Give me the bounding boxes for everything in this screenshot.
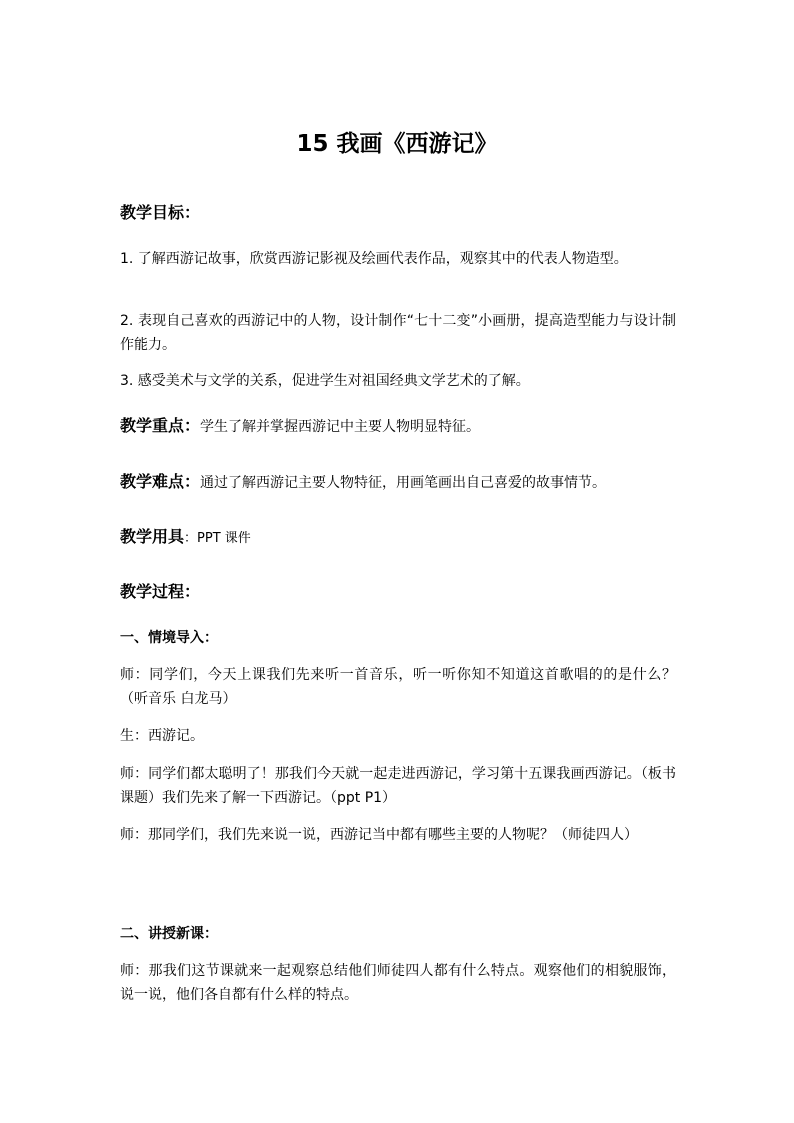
section1-para-3: 师：同学们都太聪明了！那我们今天就一起走进西游记，学习第十五课我画西游记。（板书课题）我们先来了解一下西游记。（ppt P1） [120,766,676,806]
key-point-text: 学生了解并掌握西游记中主要人物明显特征。 [200,419,481,435]
tools-text: ：PPT 课件 [184,531,251,546]
key-point-line [120,414,480,439]
goals-heading: 教学目标： [120,203,201,222]
difficulty-text: 通过了解西游记主要人物特征，用画笔画出自己喜爱的故事情节。 [200,475,607,491]
section1-para-2: 生：西游记。 [120,728,204,744]
document-title: 15 我画《西游记》 [296,131,498,157]
section1-para-4: 师：那同学们，我们先来说一说，西游记当中都有哪些主要的人物呢？（师徒四人） [120,827,638,843]
tools-label: 教学用具 [120,527,185,546]
process-heading: 教学过程： [120,582,201,601]
difficulty-line [120,470,606,495]
goal-item-1: 1. 了解西游记故事，欣赏西游记影视及绘画代表作品，观察其中的代表人物造型。 [120,251,628,267]
tools-line [120,525,251,551]
difficulty-label: 教学难点： [120,472,201,491]
section1-heading: 一、情境导入： [120,630,218,646]
section1-para-1: 师：同学们，今天上课我们先来听一首音乐，听一听你知不知道这首歌唱的的是什么？（听音乐 白龙马） [120,667,676,707]
goal-item-2: 2. 表现自己喜欢的西游记中的人物，设计制作“七十二变”小画册，提高造型能力与设计制作能力。 [120,313,676,353]
key-point-label: 教学重点： [120,416,201,435]
goal-item-3: 3. 感受美术与文学的关系，促进学生对祖国经典文学艺术的了解。 [120,373,530,389]
section2-para-1: 师：那我们这节课就来一起观察总结他们师徒四人都有什么特点。观察他们的相貌服饰，说一说，他们各自都有什么样的特点。 [120,963,676,1003]
section2-heading: 二、讲授新课： [120,926,218,942]
